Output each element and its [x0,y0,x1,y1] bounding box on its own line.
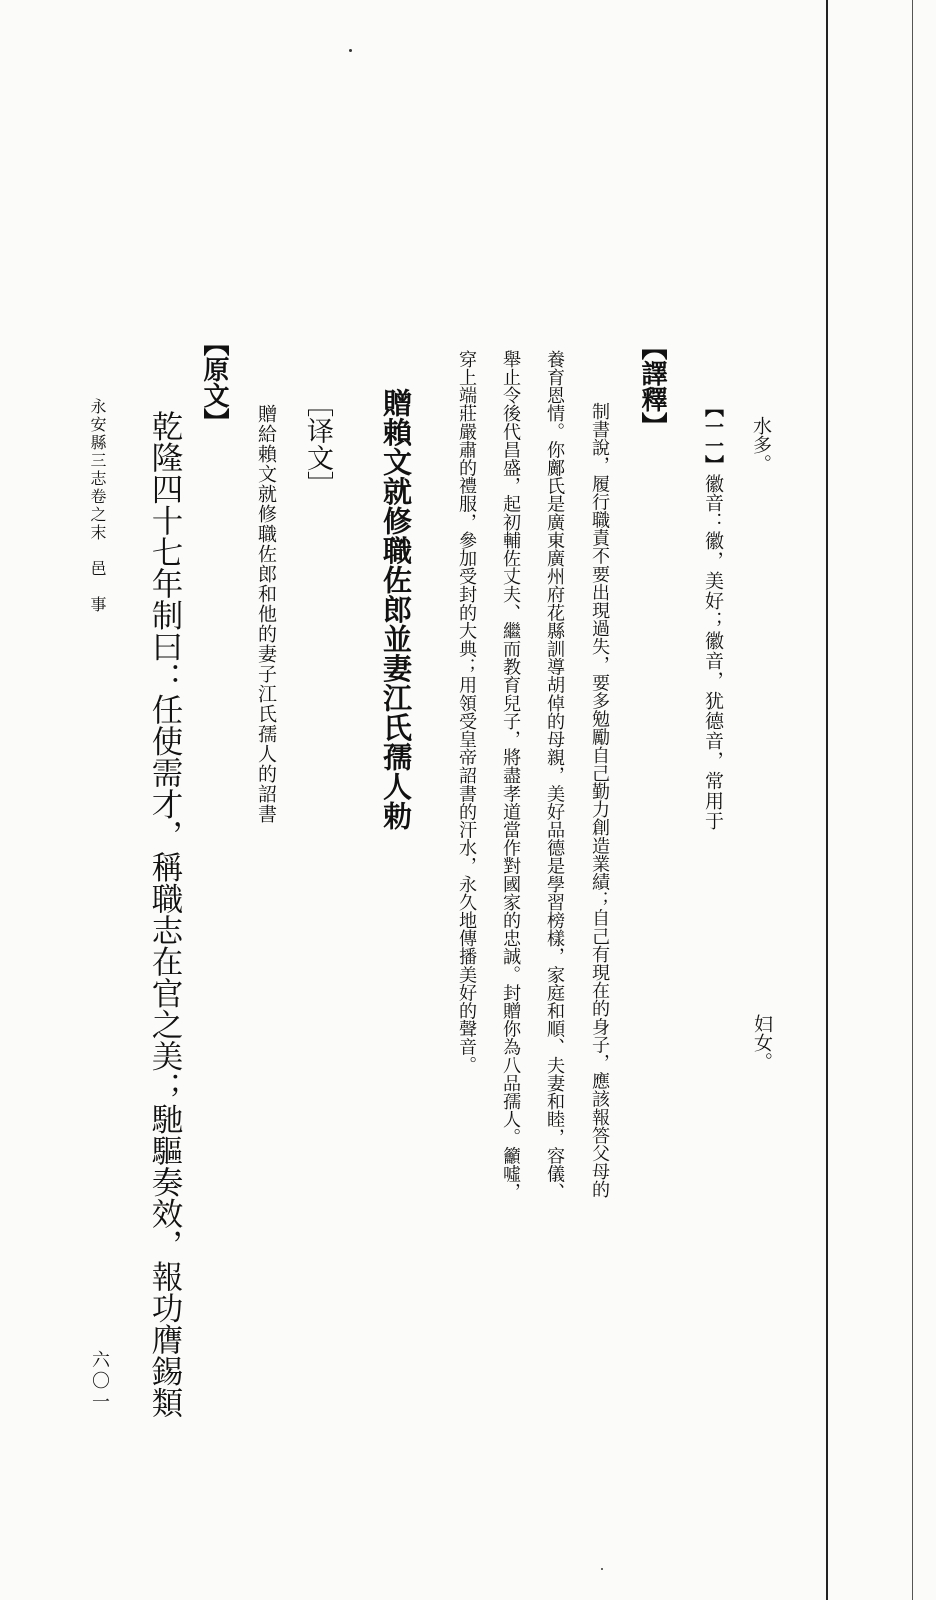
page-edge-rule-outer [912,0,913,1600]
page-edge-rule [826,0,828,1600]
edict-title: 贈賴文就修職佐郎並妻江氏孺人勅 [379,388,413,831]
footnote-definition: 徽，美好；徽音，犹德音，常用于 [702,531,724,831]
footnote-entry [700,398,727,831]
annotation-paragraph-line: 養育恩情。你鄺氏是廣東廣州府花縣訓導胡倬的母親，美好品德是學習榜樣，家庭和順、夫妻和睦，容儀、 [544,350,565,1201]
footnote-tail-continued: 妇女。 [751,1014,773,1071]
annotation-paragraph-line: 穿上端莊嚴肅的禮服，參加受封的大典；用領受皇帝詔書的汗水，永久地傳播美好的聲音。 [456,350,477,1074]
scan-speck [601,1568,603,1570]
translation-label: ［译文］ [302,390,333,498]
translation-label-text: 译文 [302,417,333,471]
footnote-term: 徽音： [702,474,724,531]
translation-text: 贈給賴文就修職佐郎和他的妻子江氏孺人的詔書 [255,404,277,824]
original-section-label: 【原文】 [199,330,229,434]
footnote-tail: 水多。 [750,416,772,473]
page-number: 六〇一 [89,1350,110,1413]
annotation-paragraph-line: 制書說，履行職責不要出現過失，要多勉勵自己勤力創造業績；自己有現在的身子，應該報答父母的 [589,402,610,1199]
annotation-paragraph-line: 舉止令後代昌盛，起初輔佐丈夫、繼而教育兒子，將盡孝道當作對國家的忠誠。封贈你為八品孺人。籲噓， [500,350,521,1201]
footnote-marker: 【一一】 [702,398,724,474]
original-text: 乾隆四十七年制曰：任使需才，稱職志在官之美；馳驅奏效，報功膺錫類 [147,410,183,1418]
scan-speck [349,49,352,52]
annotation-label-text: 譯釋 [637,360,667,412]
running-footer-book-title: 永安縣三志卷之末 邑 事 [88,398,107,614]
original-label-text: 原文 [199,356,229,408]
annotation-section-label: 【譯釋】 [637,334,667,438]
